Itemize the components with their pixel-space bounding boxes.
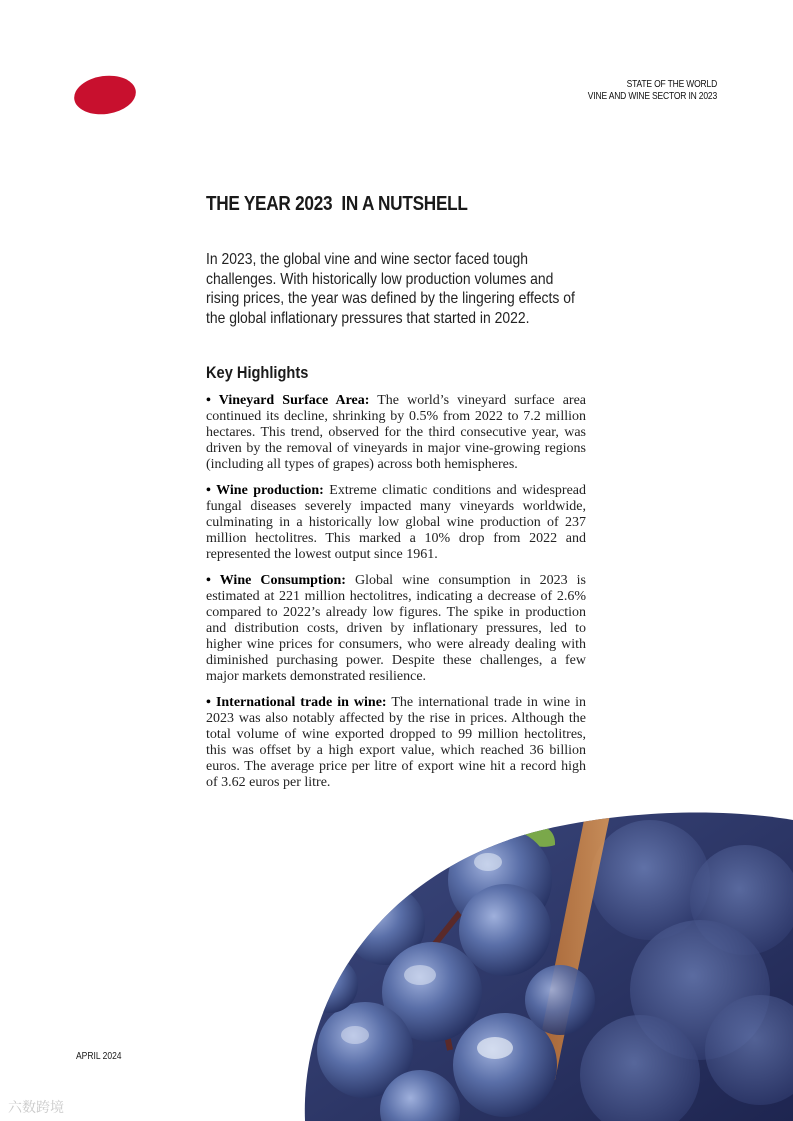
highlight-item: • Wine Consumption: Global wine consumption in 2023 is estimated at 221 million hectolitres, indicating a decrease of 2.6% compared to 2022’s already low figures. The spike in production and distribution costs, driven by inflationary pressures, led to higher wine prices for consumers, who were already dealing with diminished purchasing power. Despite these challenges, a few major markets demonstrated resilience. (206, 573, 586, 684)
highlight-item: • Wine production: Extreme climatic conditions and widespread fungal diseases severely impacted many vineyards worldwide, culminating in a historically low global wine production of 237 million hectolitres. This marked a 10% drop from 2022 and represented the lowest output since 1961. (206, 483, 587, 562)
highlight-item: • International trade in wine: The international trade in wine in 2023 was also notably affected by the rise in prices. Although the total volume of wine exported dropped to 99 million hectolitres, this was offset by a high export value, which reached 36 billion euros. The average price per litre of export wine hit a record high of 3.62 euros per litre. (206, 695, 586, 790)
highlight-label: International trade in wine: (215, 695, 387, 710)
highlight-label: Wine production: (216, 483, 324, 498)
highlight-text: Global wine consumption in 2023 is estimated at 221 million hectolitres, indicating a decrease of 2.6% compared to 2022’s already low figures. The spike in production and distribution costs, driven by inflationary pressures, led to higher wine prices for consumers, who were already dealing with diminished purchasing power. Despite these challenges, a few major markets demonstrated resilience. (206, 573, 586, 684)
highlight-label: Vineyard Surface Area: (218, 393, 370, 408)
footer-date: APRIL 2024 (76, 1051, 122, 1062)
intro-paragraph: In 2023, the global vine and wine sector faced tough challenges. With historically low production volumes and rising prices, the year was defined by the lingering effects of the global inflationary pressures that started in 2022. (206, 251, 575, 327)
header-line-1: STATE OF THE WORLD (626, 79, 717, 90)
highlight-text: The international trade in wine in 2023 was also notably affected by the rise in prices. Although the total volume of wine exported dropped to 99 million hectolitres, this was offset by a high export value, which reached 36 billion euros. The average price per litre of export wine hit a record high of 3.62 euros per litre. (206, 695, 586, 790)
page-title: THE YEAR 2023 IN A NUTSHELL (206, 193, 468, 215)
header-line-2: VINE AND WINE SECTOR IN 2023 (587, 91, 717, 102)
key-highlights-heading: Key Highlights (206, 363, 309, 382)
highlight-text: The world’s vineyard surface area continued its decline, shrinking by 0.5% from 2022 to 7.2 million hectares. This trend, observed for the third consecutive year, was driven by the removal of vineyards in major vine-growing regions (including all types of grapes) across both hemispheres. (206, 393, 587, 472)
watermark-text: 六数跨境 (8, 1099, 64, 1115)
highlight-item: • Vineyard Surface Area: The world’s vineyard surface area continued its decline, shrinking by 0.5% from 2022 to 7.2 million hectares. This trend, observed for the third consecutive year, was driven by the removal of vineyards in major vine-growing regions (including all types of grapes) across both hemispheres. (206, 393, 587, 472)
highlight-text: Extreme climatic conditions and widespread fungal diseases severely impacted many vineyards worldwide, culminating in a historically low global wine production of 237 million hectolitres. This marked a 10% drop from 2022 and represented the lowest output since 1961. (206, 483, 587, 562)
highlight-label: Wine Consumption: (219, 573, 346, 588)
